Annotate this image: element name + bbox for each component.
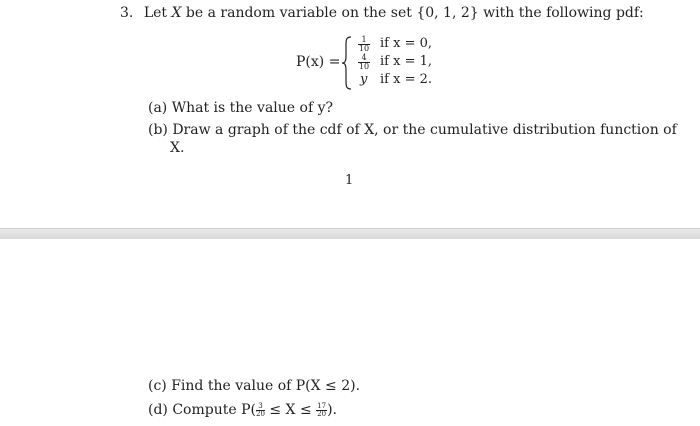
fraction: $\frac{1}{10}$ <box>358 35 370 53</box>
sample-space-set: {0, 1, 2} <box>416 5 479 21</box>
question-a: (a) What is the value of y? <box>148 100 334 116</box>
left-brace <box>341 36 353 90</box>
question-b: (b) Draw a graph of the cdf of X, or the cumulative distribution function of <box>148 122 677 138</box>
question-d: (d) Compute P( $\frac{3}{20}$ ≤ X ≤ $\frac{17}{20}$ ). <box>148 401 337 418</box>
case-row-2: y if x = 2. <box>360 72 432 87</box>
case-row-1: $\frac{4}{10}$ if x = 1, <box>358 53 432 71</box>
fraction: $\frac{17}{20}$ <box>317 401 327 418</box>
case-row-0: $\frac{1}{10}$ if x = 0, <box>358 35 432 53</box>
question-c: (c) Find the value of P(X ≤ 2). <box>148 378 361 394</box>
fraction: $\frac{3}{20}$ <box>255 401 265 418</box>
fraction: $\frac{4}{10}$ <box>358 53 370 71</box>
problem-number: 3. <box>120 5 134 21</box>
question-b-continued: X. <box>170 140 185 156</box>
pdf-lhs: P(x) = <box>296 54 341 70</box>
page-2 <box>0 239 700 426</box>
problem-statement: 3. Let X be a random variable on the set {0, 1, 2} with the following pdf: <box>120 5 644 21</box>
page-number: 1 <box>345 173 354 188</box>
